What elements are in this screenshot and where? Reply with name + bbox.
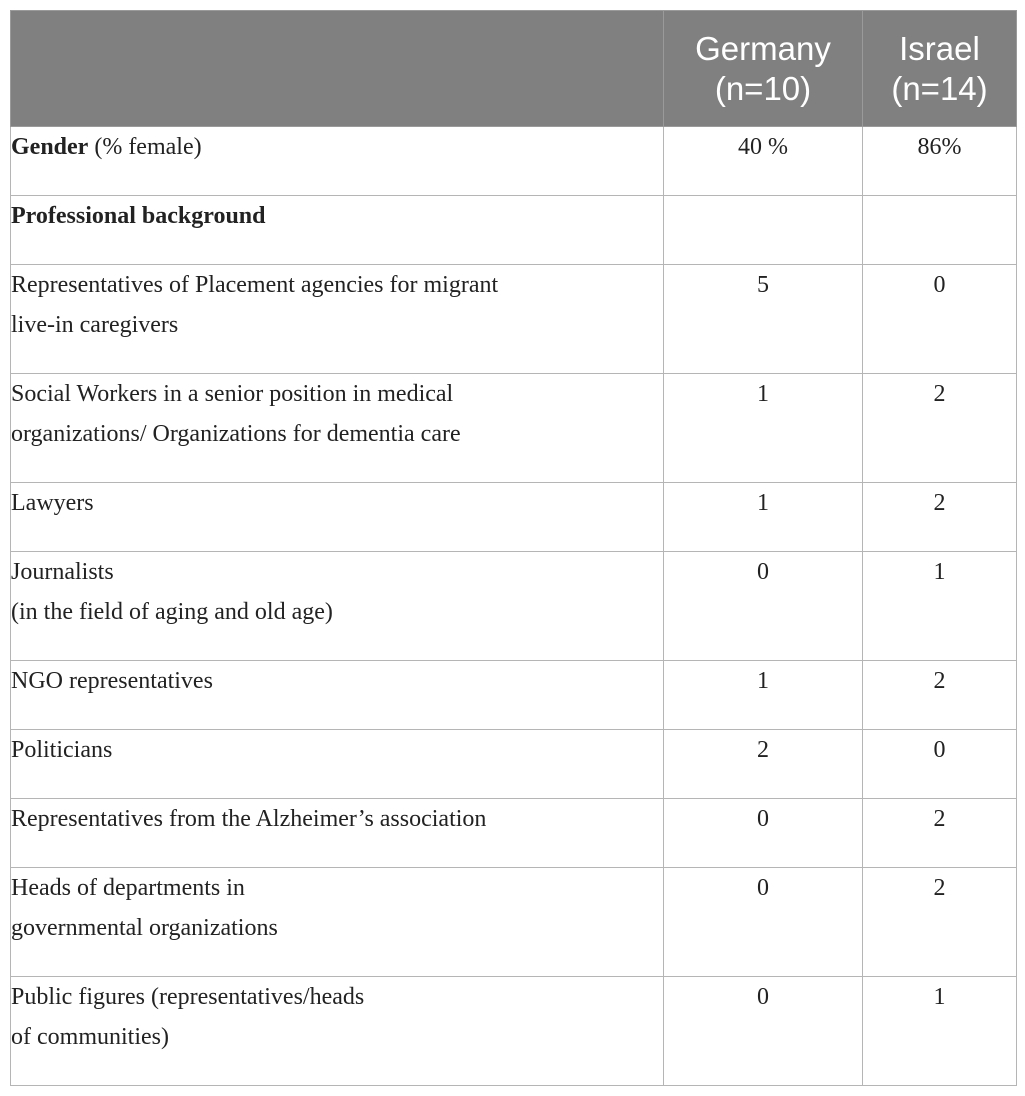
row-germany-value: 1 bbox=[664, 483, 863, 552]
row-label bbox=[11, 374, 664, 483]
row-label bbox=[11, 265, 664, 374]
header-blank-cell bbox=[11, 11, 664, 127]
row-label bbox=[11, 799, 664, 868]
row-label bbox=[11, 730, 664, 799]
gender-label-rest: (% female) bbox=[88, 134, 202, 160]
section-label: Professional background bbox=[11, 196, 664, 265]
row-israel-value: 1 bbox=[863, 552, 1017, 661]
gender-row bbox=[11, 127, 1017, 196]
row-label bbox=[11, 552, 664, 661]
row-label-line1: Politicians bbox=[11, 737, 113, 763]
row-label-line1: Journalists bbox=[11, 559, 114, 585]
row-israel-value: 1 bbox=[863, 977, 1017, 1086]
section-row bbox=[11, 196, 1017, 265]
row-israel-value: 2 bbox=[863, 868, 1017, 977]
data-table bbox=[10, 10, 1017, 1086]
row-germany-value: 1 bbox=[664, 661, 863, 730]
table-row bbox=[11, 265, 1017, 374]
row-label-line1: Social Workers in a senior position in medical bbox=[11, 381, 454, 407]
row-germany-value: 5 bbox=[664, 265, 863, 374]
table-row bbox=[11, 483, 1017, 552]
table-row bbox=[11, 730, 1017, 799]
row-label-line1: Representatives from the Alzheimer’s association bbox=[11, 806, 487, 832]
row-label-line1: Public figures (representatives/heads bbox=[11, 984, 365, 1010]
row-germany-value: 0 bbox=[664, 552, 863, 661]
header-germany-count: (n=10) bbox=[714, 69, 812, 107]
row-label bbox=[11, 868, 664, 977]
row-label-line1: NGO representatives bbox=[11, 668, 213, 694]
gender-israel: 86% bbox=[863, 127, 1017, 196]
row-israel-value: 2 bbox=[863, 661, 1017, 730]
section-empty-germany bbox=[664, 196, 863, 265]
table-row bbox=[11, 374, 1017, 483]
row-label-line2: (in the field of aging and old age) bbox=[11, 599, 333, 625]
row-label-line1: Heads of departments in bbox=[11, 875, 245, 901]
row-label-line2: live-in caregivers bbox=[11, 312, 179, 338]
row-israel-value: 0 bbox=[863, 265, 1017, 374]
row-label-line2: governmental organizations bbox=[11, 915, 278, 941]
row-label-line2: organizations/ Organizations for dementia care bbox=[11, 421, 461, 447]
row-germany-value: 0 bbox=[664, 977, 863, 1086]
section-empty-israel bbox=[863, 196, 1017, 265]
header-germany-name: Germany bbox=[695, 29, 831, 67]
gender-label bbox=[11, 127, 664, 196]
gender-label-bold: Gender bbox=[11, 134, 89, 160]
header-israel-name: Israel bbox=[899, 29, 980, 67]
row-germany-value: 1 bbox=[664, 374, 863, 483]
row-label bbox=[11, 661, 664, 730]
table-row bbox=[11, 799, 1017, 868]
header-israel-count: (n=14) bbox=[891, 69, 988, 107]
header-germany bbox=[664, 11, 863, 127]
row-israel-value: 2 bbox=[863, 374, 1017, 483]
table-row bbox=[11, 868, 1017, 977]
row-label bbox=[11, 483, 664, 552]
row-germany-value: 0 bbox=[664, 799, 863, 868]
row-israel-value: 2 bbox=[863, 799, 1017, 868]
table-row bbox=[11, 552, 1017, 661]
row-israel-value: 2 bbox=[863, 483, 1017, 552]
gender-germany: 40 % bbox=[664, 127, 863, 196]
row-label-line1: Representatives of Placement agencies for migrant bbox=[11, 272, 499, 298]
table-row bbox=[11, 977, 1017, 1086]
row-germany-value: 2 bbox=[664, 730, 863, 799]
row-israel-value: 0 bbox=[863, 730, 1017, 799]
row-label bbox=[11, 977, 664, 1086]
table-row bbox=[11, 661, 1017, 730]
header-israel bbox=[863, 11, 1017, 127]
row-label-line1: Lawyers bbox=[11, 490, 94, 516]
row-germany-value: 0 bbox=[664, 868, 863, 977]
row-label-line2: of communities) bbox=[11, 1024, 169, 1050]
header-row bbox=[11, 11, 1017, 127]
